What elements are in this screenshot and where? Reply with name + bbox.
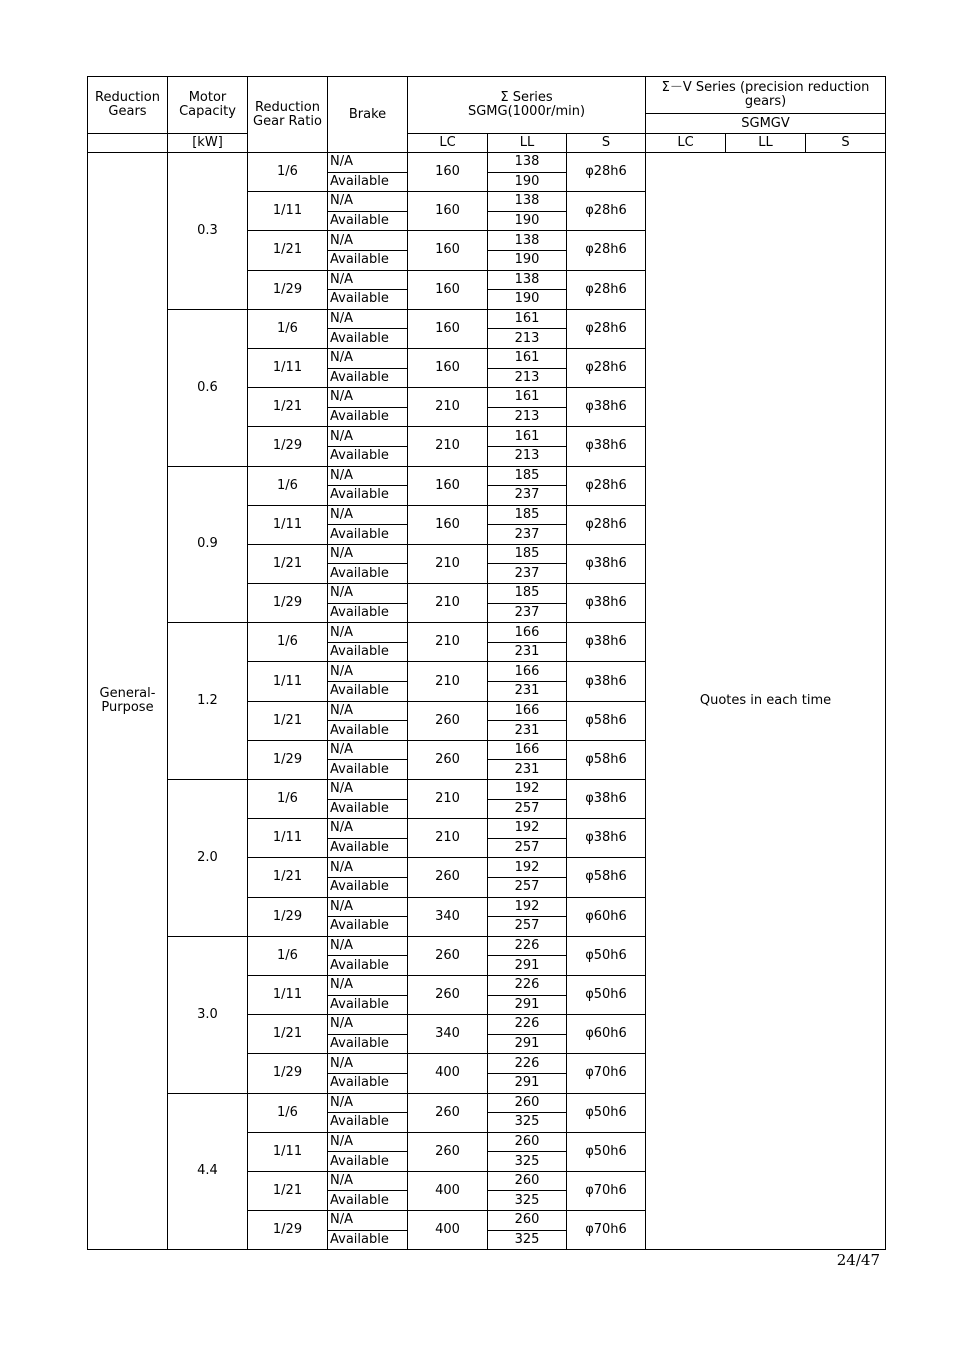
lc-cell: 260 (408, 701, 488, 740)
brake-cell: N/A (328, 270, 408, 290)
lc-cell: 160 (408, 231, 488, 270)
page-number: 24/47 (836, 1251, 880, 1269)
lc-cell: 340 (408, 1015, 488, 1054)
ll-cell: 325 (488, 1152, 567, 1172)
s-cell: φ38h6 (567, 780, 646, 819)
brake-cell: N/A (328, 780, 408, 800)
brake-cell: Available (328, 917, 408, 937)
lc-cell: 260 (408, 1093, 488, 1132)
ll-cell: 190 (488, 172, 567, 192)
header-lc: LC (408, 134, 488, 153)
ll-cell: 257 (488, 838, 567, 858)
ratio-cell: 1/6 (248, 623, 328, 662)
ll-cell: 231 (488, 642, 567, 662)
ll-cell: 213 (488, 407, 567, 427)
lc-cell: 210 (408, 388, 488, 427)
header-sigma-v-series: Σ－Ⅴ Series (precision reduction gears) (646, 77, 886, 114)
ratio-cell: 1/29 (248, 427, 328, 466)
ll-cell: 190 (488, 211, 567, 231)
s-cell: φ38h6 (567, 819, 646, 858)
brake-cell: N/A (328, 427, 408, 447)
brake-cell: Available (328, 290, 408, 310)
brake-cell: Available (328, 1230, 408, 1250)
ratio-cell: 1/21 (248, 701, 328, 740)
lc-cell: 160 (408, 309, 488, 348)
ll-cell: 260 (488, 1171, 567, 1191)
header-ll-v: LL (726, 134, 806, 153)
lc-cell: 260 (408, 936, 488, 975)
ll-cell: 185 (488, 466, 567, 486)
brake-cell: Available (328, 799, 408, 819)
s-cell: φ38h6 (567, 623, 646, 662)
motor-capacity-cell: 0.3 (168, 153, 248, 310)
s-cell: φ50h6 (567, 975, 646, 1014)
ll-cell: 237 (488, 525, 567, 545)
motor-capacity-cell: 4.4 (168, 1093, 248, 1250)
ll-cell: 192 (488, 858, 567, 878)
ratio-cell: 1/11 (248, 1132, 328, 1171)
lc-cell: 210 (408, 623, 488, 662)
header-brake: Brake (328, 77, 408, 153)
ll-cell: 213 (488, 368, 567, 388)
brake-cell: N/A (328, 623, 408, 643)
lc-cell: 260 (408, 740, 488, 779)
lc-cell: 400 (408, 1211, 488, 1250)
s-cell: φ58h6 (567, 701, 646, 740)
brake-cell: Available (328, 172, 408, 192)
ll-cell: 192 (488, 819, 567, 839)
lc-cell: 400 (408, 1171, 488, 1210)
ll-cell: 161 (488, 388, 567, 408)
lc-cell: 160 (408, 270, 488, 309)
brake-cell: Available (328, 250, 408, 270)
ll-cell: 291 (488, 995, 567, 1015)
ratio-cell: 1/6 (248, 466, 328, 505)
brake-cell: Available (328, 1152, 408, 1172)
ratio-cell: 1/21 (248, 231, 328, 270)
ratio-cell: 1/21 (248, 544, 328, 583)
lc-cell: 210 (408, 544, 488, 583)
lc-cell: 210 (408, 427, 488, 466)
brake-cell: N/A (328, 662, 408, 682)
brake-cell: N/A (328, 1015, 408, 1035)
brake-cell: N/A (328, 1132, 408, 1152)
s-cell: φ58h6 (567, 858, 646, 897)
ratio-cell: 1/11 (248, 192, 328, 231)
ll-cell: 231 (488, 721, 567, 741)
brake-cell: Available (328, 956, 408, 976)
ll-cell: 231 (488, 760, 567, 780)
s-cell: φ38h6 (567, 427, 646, 466)
brake-cell: Available (328, 525, 408, 545)
ratio-cell: 1/21 (248, 1171, 328, 1210)
brake-cell: N/A (328, 1171, 408, 1191)
ll-cell: 260 (488, 1132, 567, 1152)
brake-cell: Available (328, 642, 408, 662)
lc-cell: 340 (408, 897, 488, 936)
s-cell: φ38h6 (567, 544, 646, 583)
ratio-cell: 1/29 (248, 740, 328, 779)
ll-cell: 291 (488, 1034, 567, 1054)
lc-cell: 160 (408, 505, 488, 544)
s-cell: φ28h6 (567, 348, 646, 387)
brake-cell: Available (328, 995, 408, 1015)
brake-cell: Available (328, 211, 408, 231)
ratio-cell: 1/11 (248, 348, 328, 387)
brake-cell: N/A (328, 897, 408, 917)
s-cell: φ60h6 (567, 897, 646, 936)
ll-cell: 166 (488, 623, 567, 643)
ratio-cell: 1/6 (248, 309, 328, 348)
motor-capacity-cell: 1.2 (168, 623, 248, 780)
ll-cell: 257 (488, 917, 567, 937)
lc-cell: 210 (408, 584, 488, 623)
motor-capacity-cell: 0.9 (168, 466, 248, 623)
brake-cell: Available (328, 760, 408, 780)
lc-cell: 260 (408, 858, 488, 897)
brake-cell: N/A (328, 584, 408, 604)
ll-cell: 138 (488, 192, 567, 212)
ratio-cell: 1/11 (248, 505, 328, 544)
header-reduction-gears: Reduction Gears (88, 77, 168, 134)
brake-cell: Available (328, 877, 408, 897)
ll-cell: 226 (488, 1054, 567, 1074)
ll-cell: 231 (488, 682, 567, 702)
header-ll: LL (488, 134, 567, 153)
ratio-cell: 1/6 (248, 936, 328, 975)
header-sigma-v-model: SGMGV (646, 114, 886, 134)
ll-cell: 185 (488, 584, 567, 604)
s-cell: φ38h6 (567, 584, 646, 623)
s-cell: φ50h6 (567, 1093, 646, 1132)
ratio-cell: 1/11 (248, 819, 328, 858)
brake-cell: Available (328, 564, 408, 584)
brake-cell: Available (328, 1073, 408, 1093)
ratio-cell: 1/29 (248, 897, 328, 936)
ratio-cell: 1/29 (248, 584, 328, 623)
ratio-cell: 1/29 (248, 270, 328, 309)
ll-cell: 213 (488, 329, 567, 349)
lc-cell: 260 (408, 975, 488, 1014)
ratio-cell: 1/21 (248, 858, 328, 897)
s-cell: φ28h6 (567, 270, 646, 309)
motor-capacity-cell: 0.6 (168, 309, 248, 466)
ll-cell: 166 (488, 662, 567, 682)
header-blank (88, 134, 168, 153)
s-cell: φ38h6 (567, 388, 646, 427)
brake-cell: Available (328, 329, 408, 349)
ll-cell: 325 (488, 1191, 567, 1211)
lc-cell: 260 (408, 1132, 488, 1171)
ll-cell: 166 (488, 740, 567, 760)
ratio-cell: 1/6 (248, 1093, 328, 1132)
ll-cell: 161 (488, 427, 567, 447)
brake-cell: Available (328, 1191, 408, 1211)
ll-cell: 192 (488, 897, 567, 917)
lc-cell: 210 (408, 780, 488, 819)
s-cell: φ28h6 (567, 153, 646, 192)
s-cell: φ60h6 (567, 1015, 646, 1054)
ratio-cell: 1/11 (248, 975, 328, 1014)
ll-cell: 190 (488, 290, 567, 310)
brake-cell: N/A (328, 740, 408, 760)
header-s-v: S (806, 134, 886, 153)
ll-cell: 185 (488, 505, 567, 525)
ratio-cell: 1/29 (248, 1211, 328, 1250)
lc-cell: 160 (408, 348, 488, 387)
brake-cell: N/A (328, 1054, 408, 1074)
lc-cell: 210 (408, 819, 488, 858)
ratio-cell: 1/21 (248, 1015, 328, 1054)
ratio-cell: 1/6 (248, 153, 328, 192)
gear-spec-table (87, 76, 886, 1250)
ll-cell: 291 (488, 1073, 567, 1093)
ll-cell: 260 (488, 1211, 567, 1231)
ll-cell: 260 (488, 1093, 567, 1113)
brake-cell: N/A (328, 231, 408, 251)
brake-cell: N/A (328, 192, 408, 212)
header-reduction-ratio: Reduction Gear Ratio (248, 77, 328, 153)
ll-cell: 138 (488, 231, 567, 251)
brake-cell: Available (328, 1034, 408, 1054)
brake-cell: N/A (328, 1211, 408, 1231)
brake-cell: N/A (328, 153, 408, 173)
brake-cell: N/A (328, 348, 408, 368)
ratio-cell: 1/29 (248, 1054, 328, 1093)
ratio-cell: 1/21 (248, 388, 328, 427)
header-kw-unit: [kW] (168, 134, 248, 153)
s-cell: φ28h6 (567, 192, 646, 231)
ll-cell: 185 (488, 544, 567, 564)
brake-cell: N/A (328, 936, 408, 956)
brake-cell: N/A (328, 388, 408, 408)
ll-cell: 257 (488, 799, 567, 819)
s-cell: φ50h6 (567, 936, 646, 975)
ll-cell: 325 (488, 1230, 567, 1250)
brake-cell: N/A (328, 544, 408, 564)
lc-cell: 160 (408, 466, 488, 505)
ll-cell: 226 (488, 1015, 567, 1035)
s-cell: φ28h6 (567, 309, 646, 348)
brake-cell: Available (328, 838, 408, 858)
lc-cell: 400 (408, 1054, 488, 1093)
ratio-cell: 1/11 (248, 662, 328, 701)
sigma-series-label: Σ Series (500, 90, 553, 105)
brake-cell: N/A (328, 466, 408, 486)
s-cell: φ28h6 (567, 466, 646, 505)
brake-cell: N/A (328, 819, 408, 839)
quote-note-cell: Quotes in each time (646, 153, 886, 1250)
brake-cell: N/A (328, 505, 408, 525)
ll-cell: 161 (488, 309, 567, 329)
brake-cell: N/A (328, 1093, 408, 1113)
brake-cell: N/A (328, 975, 408, 995)
s-cell: φ28h6 (567, 505, 646, 544)
header-lc-v: LC (646, 134, 726, 153)
brake-cell: N/A (328, 309, 408, 329)
motor-capacity-cell: 2.0 (168, 780, 248, 937)
lc-cell: 160 (408, 192, 488, 231)
table-row (88, 153, 886, 173)
ll-cell: 226 (488, 975, 567, 995)
s-cell: φ50h6 (567, 1132, 646, 1171)
ratio-cell: 1/6 (248, 780, 328, 819)
ll-cell: 138 (488, 153, 567, 173)
brake-cell: Available (328, 1113, 408, 1133)
ll-cell: 138 (488, 270, 567, 290)
s-cell: φ28h6 (567, 231, 646, 270)
brake-cell: N/A (328, 701, 408, 721)
ll-cell: 226 (488, 936, 567, 956)
lc-cell: 160 (408, 153, 488, 192)
brake-cell: Available (328, 446, 408, 466)
ll-cell: 213 (488, 446, 567, 466)
motor-capacity-cell: 3.0 (168, 936, 248, 1093)
ll-cell: 237 (488, 564, 567, 584)
header-sigma-series (408, 77, 646, 134)
ll-cell: 291 (488, 956, 567, 976)
s-cell: φ58h6 (567, 740, 646, 779)
brake-cell: Available (328, 486, 408, 506)
brake-cell: N/A (328, 858, 408, 878)
s-cell: φ70h6 (567, 1054, 646, 1093)
ll-cell: 190 (488, 250, 567, 270)
ll-cell: 192 (488, 780, 567, 800)
header-s: S (567, 134, 646, 153)
ll-cell: 237 (488, 603, 567, 623)
gear-type-cell: General-Purpose (88, 153, 168, 1250)
brake-cell: Available (328, 721, 408, 741)
brake-cell: Available (328, 603, 408, 623)
ll-cell: 257 (488, 877, 567, 897)
ll-cell: 325 (488, 1113, 567, 1133)
lc-cell: 210 (408, 662, 488, 701)
ll-cell: 161 (488, 348, 567, 368)
ll-cell: 166 (488, 701, 567, 721)
brake-cell: Available (328, 368, 408, 388)
s-cell: φ70h6 (567, 1211, 646, 1250)
s-cell: φ38h6 (567, 662, 646, 701)
brake-cell: Available (328, 682, 408, 702)
sigma-model-label: SGMG(1000r/min) (467, 104, 586, 119)
ll-cell: 237 (488, 486, 567, 506)
header-motor-capacity: Motor Capacity (168, 77, 248, 134)
brake-cell: Available (328, 407, 408, 427)
s-cell: φ70h6 (567, 1171, 646, 1210)
